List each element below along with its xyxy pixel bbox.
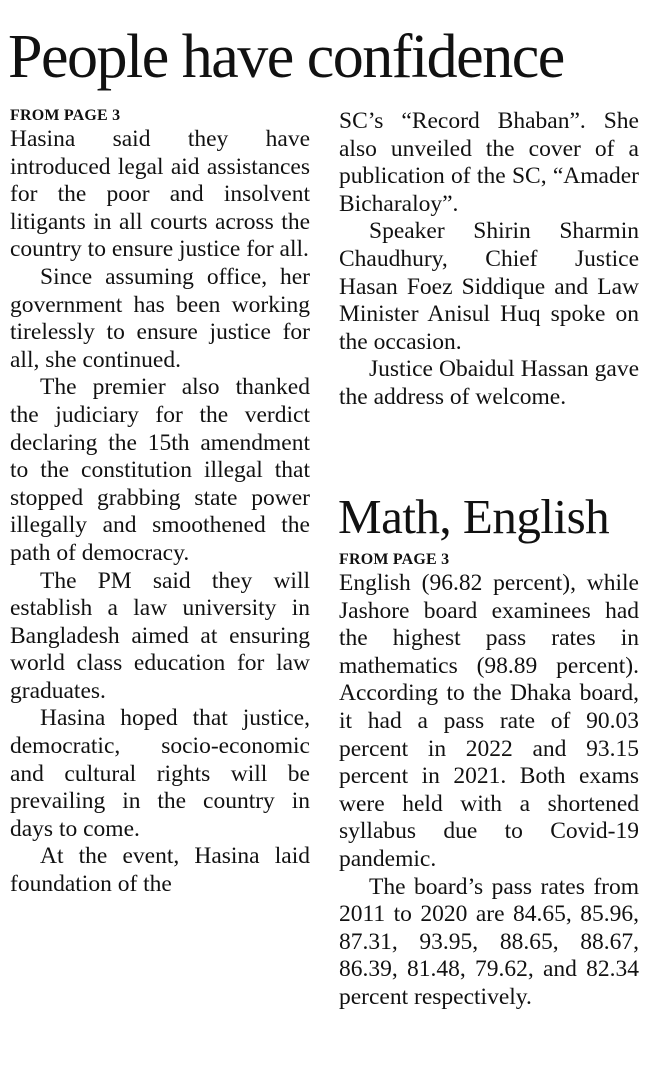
story1-paragraph: Speaker Shirin Sharmin Chaudhury, Chief Justice Hasan Foez Siddique and Law Minister Anisul Huq spoke on the occasion.: [339, 218, 639, 355]
story1-paragraph: Since assuming office, her government has been working tirelessly to ensure justice for all, she continued.: [10, 263, 310, 373]
story1-right-column: [339, 108, 639, 412]
story1-paragraph: Justice Obaidul Hassan gave the address of welcome.: [339, 356, 639, 410]
story2-column: [339, 550, 639, 1012]
story2-kicker: FROM PAGE 3: [339, 551, 450, 568]
story2-paragraph: The board’s pass rates from 2011 to 2020 are 84.65, 85.96, 87.31, 93.95, 88.65, 88.67, 86.39, 81.48, 79.62, and 82.34 percent respectively.: [339, 873, 639, 1010]
story1-paragraph: SC’s “Record Bhaban”. She also unveiled the cover of a publication of the SC, “Amader Bicharaloy”.: [339, 108, 639, 217]
headline-people-have-confidence: People have confidence: [8, 23, 564, 91]
story1-left-column: [10, 106, 310, 899]
story1-paragraph: At the event, Hasina laid foundation of the: [10, 843, 310, 898]
story1-paragraph: The PM said they will establish a law university in Bangladesh aimed at ensuring world class education for law graduates.: [10, 567, 310, 704]
story1-paragraph: Hasina hoped that justice, democratic, socio-economic and cultural rights will be prevailing in the country in days to come.: [10, 705, 310, 842]
story1-paragraph: The premier also thanked the judiciary for the verdict declaring the 15th amendment to the constitution illegal that stopped grabbing state power illegally and smoothened the path of democracy.: [10, 374, 310, 566]
story2-paragraph: English (96.82 percent), while Jashore board examinees had the highest pass rates in mathematics (98.89 percent). According to the Dhaka board, it had a pass rate of 90.03 percent in 2022 and 93.15 percent in 2021. Both exams were held with a shortened syllabus due to Covid-19 pandemic.: [339, 570, 639, 872]
story1-kicker: FROM PAGE 3: [10, 107, 121, 124]
story1-paragraph: Hasina said they have introduced legal aid assistances for the poor and insolvent litigants in all courts across the country to ensure justice for all.: [10, 126, 310, 263]
headline-math-english: Math, English: [338, 489, 610, 544]
